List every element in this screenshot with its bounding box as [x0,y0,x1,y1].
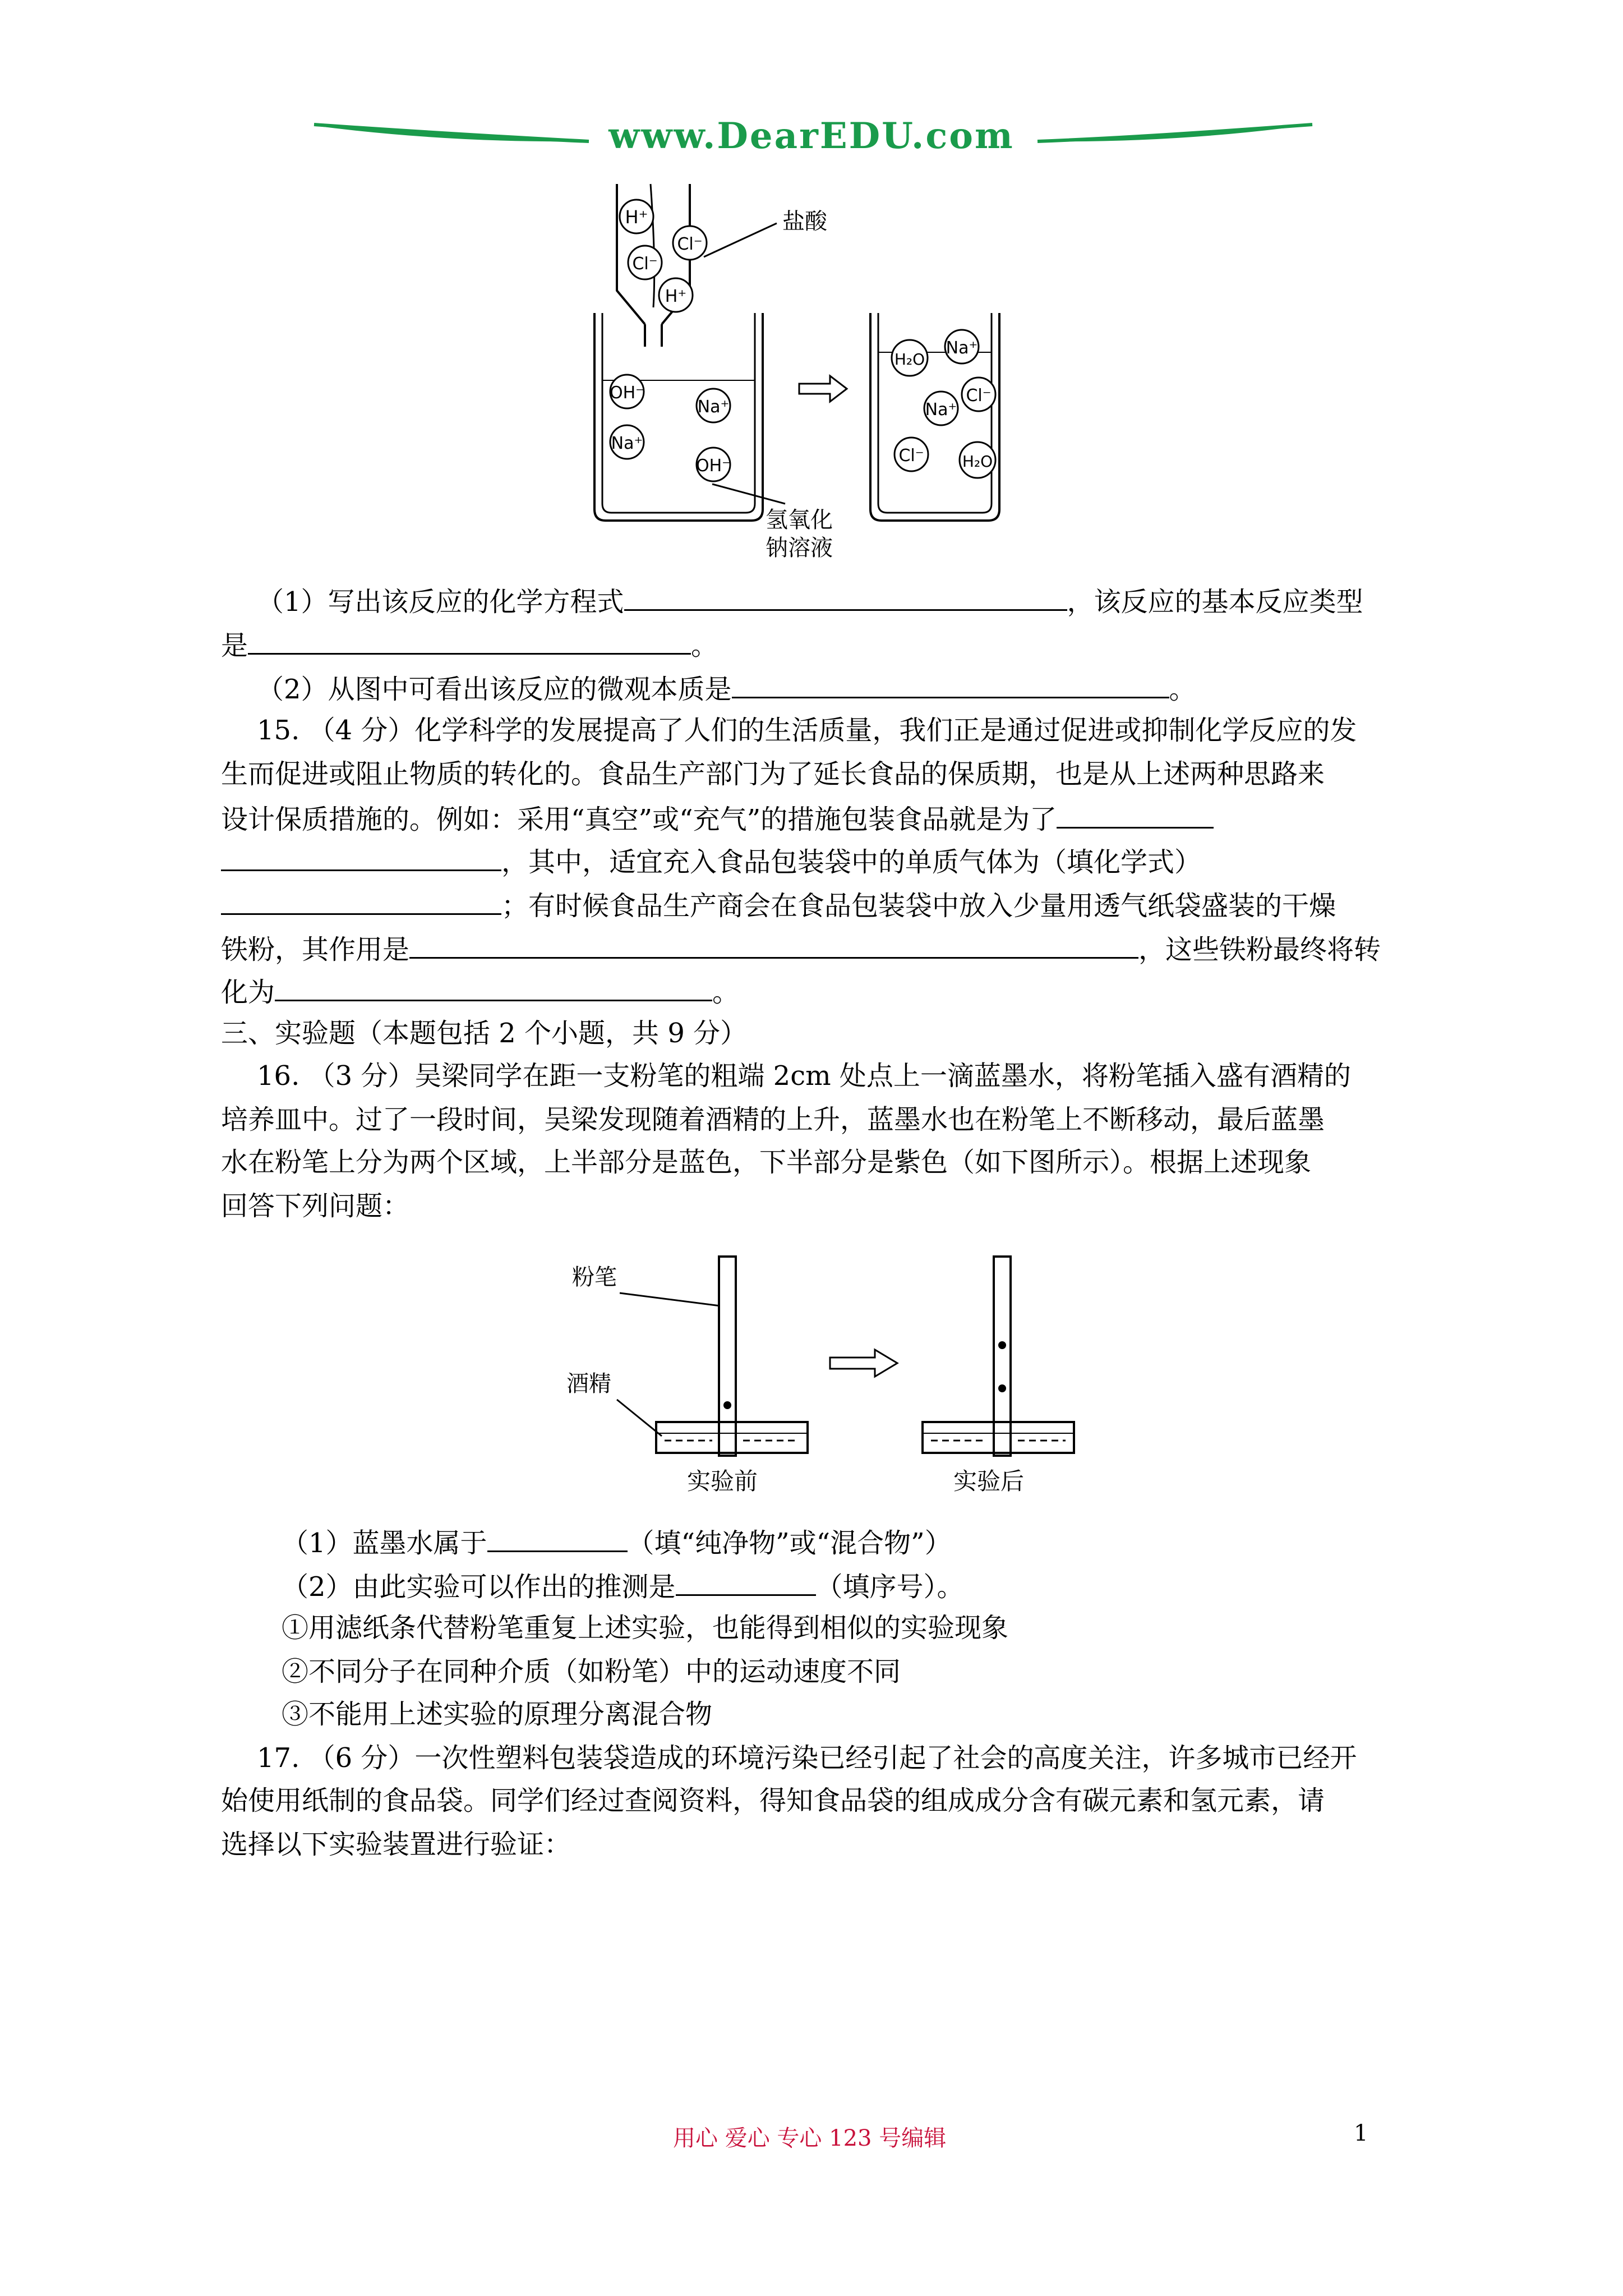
q16-option: ①用滤纸条代替粉笔重复上述实验，也能得到相似的实验现象 [282,1612,1009,1644]
q15-line: 设计保质措施的。例如：采用“真空”或“充气”的措施包装食品就是为了 [221,801,1421,836]
funnel-ion [628,246,662,279]
neutralization-diagram [583,178,1009,571]
alcohol-label: 酒精 [566,1371,611,1397]
q16-option: ②不同分子在同种介质（如粉笔）中的运动速度不同 [282,1656,901,1687]
footer-motto: 用心 爱心 专心 123 号编辑 [673,2125,947,2151]
ink-dot [998,1341,1006,1349]
svg-text:OH⁻: OH⁻ [609,383,645,403]
right-ion [895,438,928,471]
caption-after: 实验后 [953,1467,1025,1495]
answer-blank[interactable] [676,1568,816,1596]
caption-before: 实验前 [687,1467,758,1495]
chalk-after [994,1257,1011,1456]
answer-blank[interactable] [221,887,501,915]
chalk-label: 粉笔 [572,1264,617,1290]
svg-text:OH⁻: OH⁻ [695,456,731,476]
right-arrow-icon [830,1350,897,1377]
answer-blank[interactable] [248,627,691,655]
q16-line: 水在粉笔上分为两个区域，上半部分是蓝色，下半部分是紫色（如下图所示）。根据上述现象 [221,1147,1312,1178]
svg-text:H⁺: H⁺ [625,206,648,228]
left-ion [696,448,731,481]
left-ion [697,389,730,422]
page-number: 1 [1354,2120,1368,2146]
svg-text:H⁺: H⁺ [665,287,687,306]
q15-line: 铁粉，其作用是 ，这些铁粉最终将转 [221,931,1421,967]
right-ion [945,330,979,364]
section-heading: 三、实验题（本题包括 2 个小题，共 9 分） [221,1018,748,1049]
q14-part1-cont: 是 。 [221,627,1421,662]
q15-line: ；有时候食品生产商会在食品包装袋中放入少量用透气纸袋盛装的干燥 [221,887,1421,923]
answer-blank[interactable] [487,1525,628,1552]
answer-blank[interactable] [409,931,1138,959]
svg-text:Cl⁻: Cl⁻ [966,386,992,406]
ink-dot [723,1401,731,1409]
q16-line: 回答下列问题： [221,1190,410,1222]
q15-line: 15. （4 分）化学科学的发展提高了人们的生活质量，我们正是通过促进或抑制化学反应的发 [257,715,1357,746]
q16-line: 16. （3 分）吴梁同学在距一支粉笔的粗端 2cm 处点上一滴蓝墨水，将粉笔插入盛有酒精的 [257,1060,1351,1092]
q15-line: 化为 。 [221,974,1421,1009]
q15-line: 生而促进或阻止物质的转化的。食品生产部门为了延长食品的保质期，也是从上述两种思路来 [221,758,1325,790]
answer-blank[interactable] [221,844,501,871]
funnel-ion [673,226,707,260]
ink-dot [998,1384,1006,1392]
svg-text:H₂O: H₂O [962,452,993,471]
q17-line: 始使用纸制的食品袋。同学们经过查阅资料，得知食品袋的组成成分含有碳元素和氢元素，请 [221,1785,1325,1816]
svg-text:Na⁺: Na⁺ [611,434,643,453]
left-ion [610,375,644,408]
chalk-experiment-diagram [561,1251,1099,1509]
right-arrow-icon [799,376,847,402]
answer-blank[interactable] [1057,801,1214,829]
funnel-ion [659,278,693,312]
base-label: 氢氧化 [766,507,833,533]
svg-text:Na⁺: Na⁺ [697,397,730,417]
q16-option: ③不能用上述实验的原理分离混合物 [282,1699,713,1730]
svg-text:Na⁺: Na⁺ [946,338,978,358]
svg-text:Cl⁻: Cl⁻ [632,254,658,274]
answer-blank[interactable] [275,974,712,1001]
q16-line: 培养皿中。过了一段时间，吴梁发现随着酒精的上升，蓝墨水也在粉笔上不断移动，最后蓝墨 [221,1104,1325,1135]
q17-line: 17. （6 分）一次性塑料包装袋造成的环境污染已经引起了社会的高度关注，许多城市已经开 [257,1742,1357,1774]
funnel-ion [620,200,653,233]
right-ion [960,442,995,478]
left-beaker [594,313,763,521]
q16-part2: （2）由此实验可以作出的推测是 （填序号）。 [282,1568,1482,1604]
right-ion [892,340,928,376]
q15-line: ，其中，适宜充入食品包装袋中的单质气体为（填化学式） [221,844,1421,879]
chalk-before [719,1257,736,1456]
right-ion [962,378,995,411]
q14-part2: （2）从图中可看出该反应的微观本质是 。 [257,671,1457,706]
right-ion [924,392,958,425]
answer-blank[interactable] [624,583,1067,611]
left-ion [610,425,644,459]
q14-part1: （1）写出该反应的化学方程式 ，该反应的基本反应类型 [257,583,1457,619]
acid-label: 盐酸 [782,209,827,234]
q16-part1: （1）蓝墨水属于 （填“纯净物”或“混合物”） [282,1525,1482,1560]
svg-text:Na⁺: Na⁺ [925,400,957,420]
answer-blank[interactable] [732,671,1169,698]
base-label: 钠溶液 [766,535,833,561]
svg-text:Cl⁻: Cl⁻ [677,234,703,254]
brand-name: www.DearEDU.com [608,115,1015,157]
svg-text:H₂O: H₂O [894,350,925,369]
q17-line: 选择以下实验装置进行验证： [221,1829,571,1860]
svg-text:Cl⁻: Cl⁻ [898,446,924,466]
